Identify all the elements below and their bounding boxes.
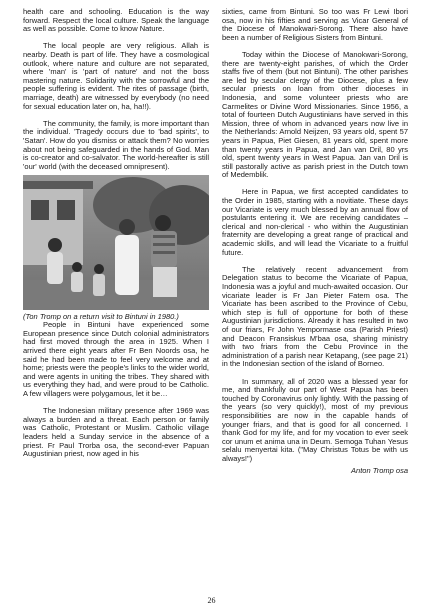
- right-paragraph-4: The relatively recent advancement from Delegation status to become the Vicariate of Papua, Indonesia was a joyful and much-awaited occasion. Our vicariate leader is Fr Jan Pieter Fatem osa. The Vicariate has been ascribed to the Province of Cebu, which step is full of opportune for both of these Augustinian jurisdictions. Already it has resulted in two of our friars, Fr John Yempormase osa (Parish Priest) and Deacon Fransiskus M'baa osa, sharing ministry with two friars from the Cebu Province in the administration of a parish near Ketapang, (see page 21) in the Indonesian section of the island of Borneo.: [222, 264, 408, 369]
- left-paragraph-1: health care and schooling. Education is the way forward. Respect the local culture. Speak the language as well as possible. Come to know Nature.: [23, 7, 209, 34]
- photo-image: [23, 175, 209, 310]
- left-paragraph-3: The community, the family, is more important than the individual. 'Tragedy occurs due to 'bad spirits', to 'Satan'. How do you dismiss or attack them? No worries about not being safeguarded in the hands of God. Man is co-creator and co-salvator. The world-hereafter is still 'our' world (with the deceased omnipresent).: [23, 118, 209, 171]
- right-paragraph-2: Today within the Diocese of Manokwari-Sorong, there are twenty-eight parishes, of which the Order staffs five of them (but not Bintuni). The other parishes are led by secular clergy of the Diocese, plus a few secular priests on loan from other dioceses in Indonesia, and some volunteer priests who are Carmelites or Divine Word Missionaries. Since 1956, a total of fourteen Dutch Augustinians have served in this Mission, three of whom in advanced years now live in the Netherlands: Arnold Neijzen, 93 years old, spent 57 years in Papua, Piet Giesen, 81 years old, spent more than twenty years in Papua, and Jan van Dril, 80 yrs old, spent twenty years in West Papua. Jan van Dril is still pastorally active as parish priest in the Dutch town of Medemblik.: [222, 49, 408, 180]
- right-paragraph-1: sixties, came from Bintuni. So too was Fr Lewi Ibori osa, now in his fifties and serving as Vicar General of the Diocese of Manokwari-Sorong. There also have been a number of Religious Sisters from Bintuni.: [222, 7, 408, 42]
- left-paragraph-4: People in Bintuni have experienced some European presence since Dutch colonial administrators had first moved through the area in 1925. When I arrived there eight years after Fr Ben Noords osa, he said he had been made to feel very welcome and at home; priests were the people's links to the wider world, and were agents in uniting the tribes. They shared with us everything they had, and were proud to be Catholic. A few villagers were polygamous, let it be…: [23, 320, 209, 399]
- right-paragraph-3: Here in Papua, we first accepted candidates to the Order in 1985, starting with a novitiate. These days our Vicariate is very much blessed by an annual flow of postulants entering it. We are receiving candidates – clerical and non-clerical - who within the Augustinian fraternity are developing a great range of practical and academic skills, and will lead the Vicariate to a fruitful future.: [222, 187, 408, 257]
- author-signature: Anton Tromp osa: [351, 466, 408, 476]
- photo-caption: (Ton Tromp on a return visit to Bintuni in 1980.): [23, 312, 179, 322]
- right-column: [222, 8, 408, 475]
- page-number: 26: [207, 596, 216, 605]
- left-paragraph-2: The local people are very religious. Allah is nearby. Death is part of life. They have a cosmological outlook, where nature and culture are not separated, where 'man' is 'part of nature' and not the boss mastering nature. Solidarity with the sorrowful and the people suffering is evident. The rites of passage (birth, marriage, death) are witnessed by everybody (no need for sexual education later on, ha, ha!!).: [23, 41, 209, 111]
- left-paragraph-5: The Indonesian military presence after 1969 was always a burden and a threat. Each person or family was Catholic, Protestant or Muslim. Catholic village leaders held a Sunday service in the absence of a priest. Fr Paul Trorba osa, the second-ever Papuan Augustinian priest, now aged in his: [23, 406, 209, 459]
- historical-photo: [23, 175, 209, 310]
- left-column: [23, 8, 209, 459]
- right-paragraph-5: In summary, all of 2020 was a blessed year for me, and thankfully our part of West Papua has been touched by Coronavirus only lightly. With the passing of the years (so very quickly!), most of my previous responsibilities are now in the capable hands of younger friars, and that is good for all concerned. I thank God for my life, and for my vocation to ever seek cor unum et anima una in Deum. Semoga Tuhan Yesus selalu menyertai kita. ("May Christus Totus be with us always!"): [222, 376, 408, 463]
